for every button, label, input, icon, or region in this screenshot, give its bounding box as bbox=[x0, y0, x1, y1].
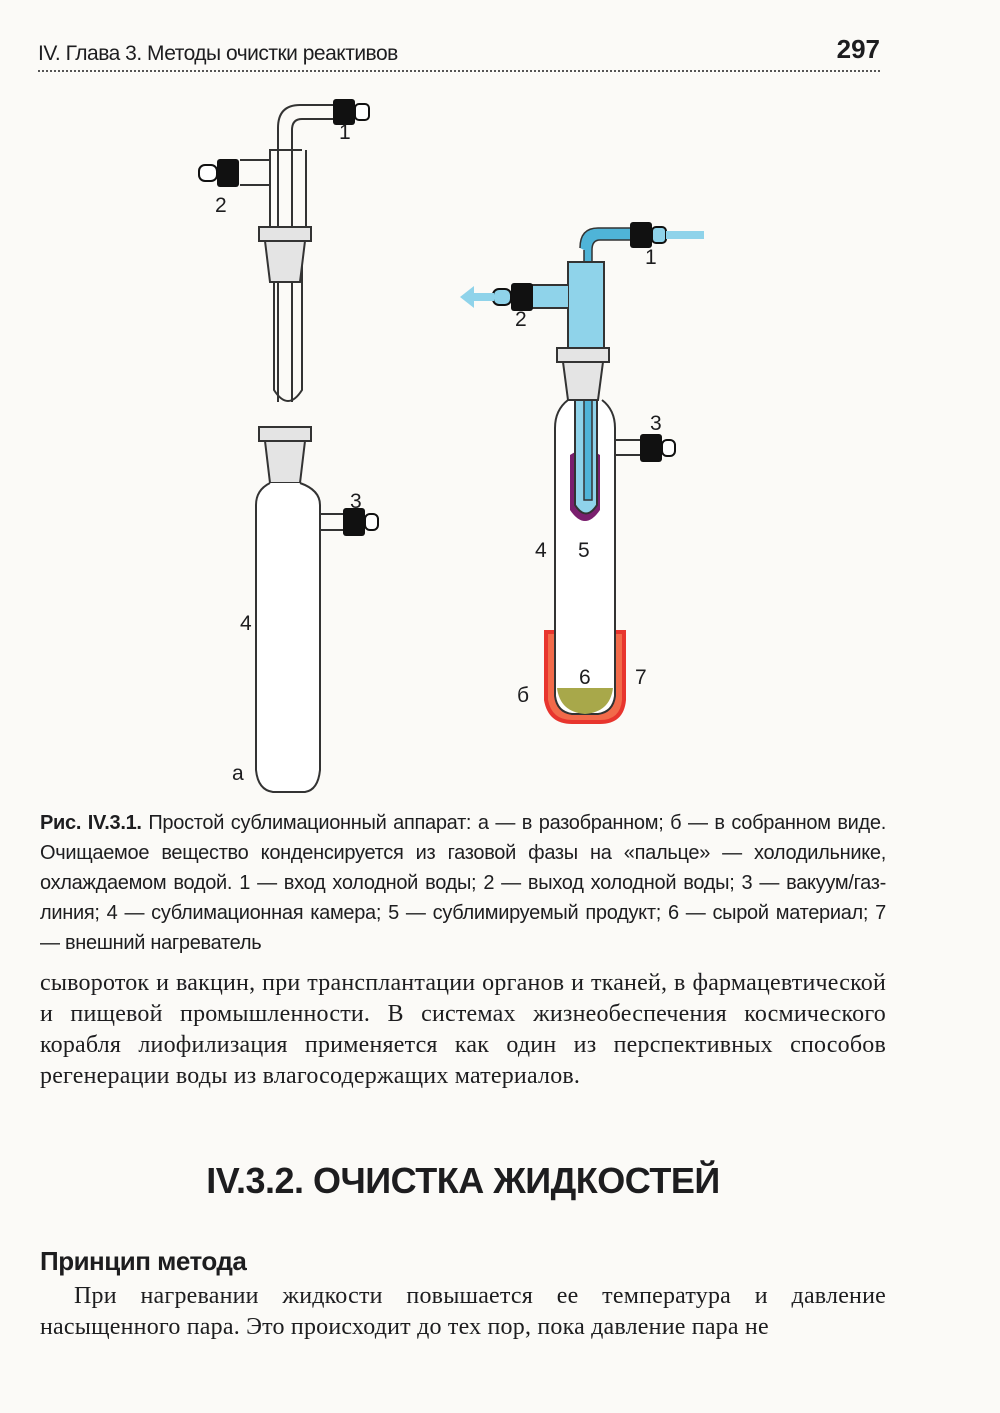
running-title: IV. Глава 3. Методы очистки реактивов bbox=[38, 42, 398, 65]
chamber-cap-a bbox=[259, 427, 311, 441]
figure-svg bbox=[0, 80, 1000, 810]
joint-cap-a bbox=[259, 227, 311, 241]
outlet-arm-b bbox=[532, 285, 568, 308]
label-part-a: а bbox=[232, 762, 244, 785]
connector-2-a bbox=[199, 159, 239, 187]
subsection-title: Принцип метода bbox=[40, 1246, 247, 1276]
apparatus-b-assembled bbox=[460, 222, 704, 722]
caption-head: Рис. IV.3.1. bbox=[40, 812, 142, 834]
chamber-joint-a bbox=[265, 441, 305, 483]
ground-joint-a bbox=[265, 241, 305, 282]
outflow-arrow-icon bbox=[460, 286, 474, 308]
paragraph-1: сывороток и вакцин, при трансплантации органов и тканей, в фармацевтической и пищевой промышленности. В системах жизнеобеспечения космического корабля лиофилизация применяется как один из перспективных способов регенерации воды из влагосодержащих материалов. bbox=[40, 970, 886, 1089]
inflow-stream bbox=[666, 231, 704, 239]
paragraph-2: При нагревании жидкости повышается ее температура и давление насыщенного пара. Это происходит до тех пор, пока давление пара не bbox=[40, 1283, 886, 1340]
page-number: 297 bbox=[836, 34, 880, 64]
label-4-b: 4 bbox=[535, 539, 547, 562]
running-header bbox=[38, 34, 880, 72]
figure-caption bbox=[40, 808, 886, 958]
connector-2-b bbox=[460, 283, 533, 311]
ground-joint-b bbox=[563, 362, 603, 400]
label-6-b: 6 bbox=[579, 666, 591, 689]
connector-1-b bbox=[630, 222, 704, 248]
chamber-a bbox=[256, 483, 320, 792]
label-2-a: 2 bbox=[215, 194, 227, 217]
label-3-b: 3 bbox=[650, 412, 662, 435]
label-5-b: 5 bbox=[578, 539, 590, 562]
label-4-a: 4 bbox=[240, 612, 252, 635]
label-1-a: 1 bbox=[339, 121, 351, 144]
side-arm-b bbox=[615, 440, 640, 455]
label-1-b: 1 bbox=[645, 246, 657, 269]
label-part-b: б bbox=[517, 684, 530, 707]
outflow-stream bbox=[474, 293, 494, 301]
label-3-a: 3 bbox=[350, 490, 362, 513]
joint-cap-b bbox=[557, 348, 609, 362]
finger-top-b bbox=[568, 262, 604, 350]
connector-3-b bbox=[640, 434, 675, 462]
section-title: IV.3.2. ОЧИСТКА ЖИДКОСТЕЙ bbox=[206, 1160, 720, 1201]
label-2-b: 2 bbox=[515, 308, 527, 331]
apparatus-a-disassembled bbox=[199, 99, 378, 792]
sublimation-apparatus-figure bbox=[0, 80, 1000, 810]
side-arm-a bbox=[320, 514, 344, 530]
caption-text: Простой сублимационный аппарат: а — в разобранном; б — в собранном виде. Очищаемое вещество конденсируется из газовой фазы на «пальце» — холодильнике, охлаждаемом водой. 1 — вход холодной воды; 2 — выход холодной воды; 3 — вакуум/газ-линия; 4 — сублимационная камера; 5 — сублимируемый продукт; 6 — сырой материал; 7 — внешний нагреватель bbox=[40, 812, 886, 954]
label-7-b: 7 bbox=[635, 666, 647, 689]
